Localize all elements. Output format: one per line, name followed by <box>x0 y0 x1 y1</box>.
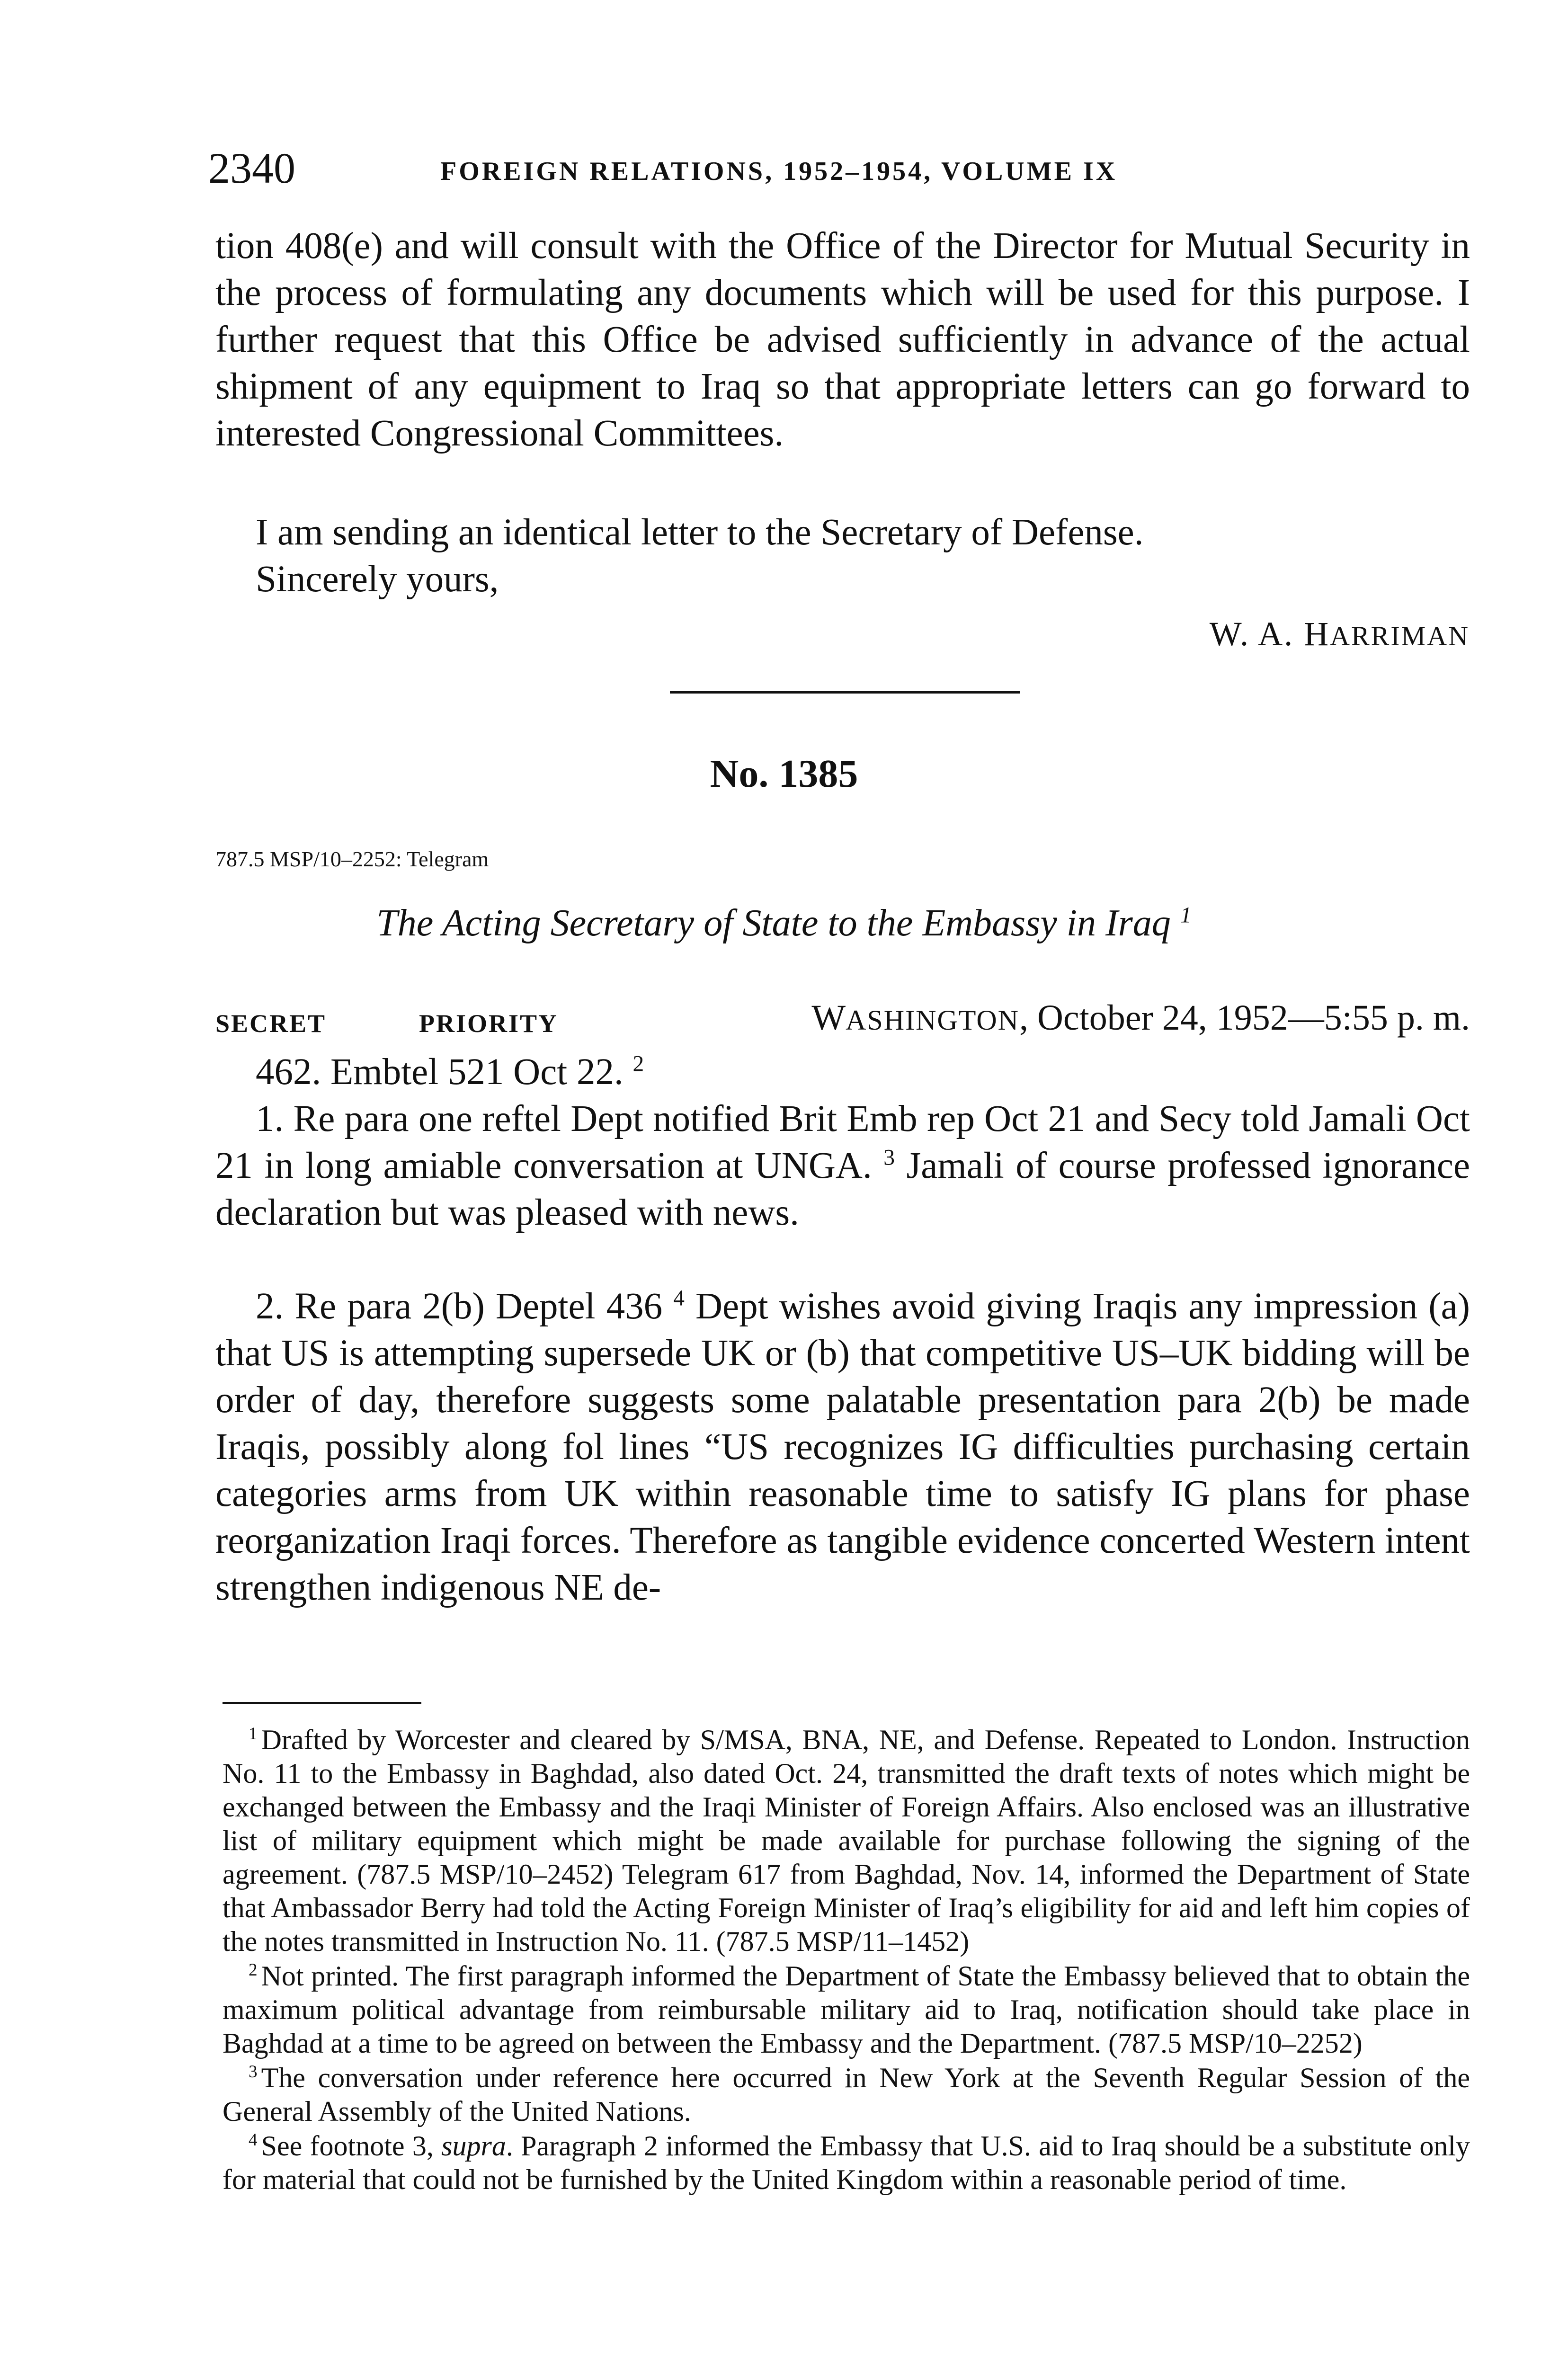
telegram-reference-text: 462. Embtel 521 Oct 22. <box>256 1051 624 1093</box>
footnote-2-text: Not printed. The first paragraph informed the Department of State the Embassy believed that to obtain the maximum political advantage from reimbursable military aid to Iraq, notification should take place in Baghdad at a time to be agreed on between the Embassy and the Department. (787.5 MSP/10–2252) <box>223 1960 1470 2059</box>
precedence-label: PRIORITY <box>419 1009 559 1038</box>
telegram-paragraph-2 <box>215 1283 1470 1611</box>
footnote-4-text-after: . Paragraph 2 informed the Embassy that U.S. aid to Iraq should be a substitute only for material that could not be furnished by the United Kingdom within a reasonable period of time. <box>223 2130 1470 2195</box>
footnote-ref-4: 4 <box>673 1286 685 1311</box>
document-title-text: The Acting Secretary of State to the Embassy in Iraq <box>376 902 1171 944</box>
document-title <box>0 897 1568 949</box>
footnote-2-number: 2 <box>249 1960 258 1980</box>
running-head <box>208 142 1487 194</box>
footnote-1-number: 1 <box>249 1724 258 1744</box>
paragraph-1-continuation: Jamali of course professed ignorance declaration but was pleased with news. <box>215 1145 1470 1233</box>
footnote-1 <box>223 1723 1470 1958</box>
document-number: No. 1385 <box>710 752 858 796</box>
footnote-ref-3: 3 <box>883 1145 895 1170</box>
paragraph-2-text: Dept wishes avoid giving Iraqis any impression (a) that US is attempting supersede UK or (b) that competitive US–UK bidding will be order of day, therefore suggests some palatable presentation para 2(b) be made Iraqis, possibly along fol lines “US recognizes IG difficulties purchasing certain categories arms from UK within reasonable time to satisfy IG plans for phase reorganization Iraqi forces. Therefore as tangible evidence concerted Western intent strengthen indigenous NE de- <box>215 1286 1470 1608</box>
telegram-paragraph-1 <box>215 1095 1470 1236</box>
signature-surname: ARRIMAN <box>1330 621 1470 651</box>
paragraph-1-text: 1. Re para one reftel Dept notified Brit Emb rep Oct 21 and Secy told Jamali Oct 21 in long amiable conversation at UNGA. <box>215 1098 1470 1186</box>
footnotes <box>223 1723 1470 2198</box>
paragraph-2-start: 2. Re para 2(b) Deptel 436 <box>256 1286 663 1327</box>
footnote-3-text: The conversation under reference here occurred in New York at the Seventh Regular Session of the General Assembly of the United Nations. <box>223 2062 1470 2127</box>
signature <box>1210 611 1470 659</box>
signature-initials: W. A. H <box>1209 615 1330 653</box>
running-title: FOREIGN RELATIONS, 1952–1954, VOLUME IX <box>440 157 1118 186</box>
dateline <box>215 994 1470 1041</box>
footnote-1-text: Drafted by Worcester and cleared by S/MSA, BNA, NE, and Defense. Repeated to London. Instruction No. 11 to the Embassy in Baghdad, also dated Oct. 24, transmitted the draft texts of notes which might be exchanged between the Embassy and the Iraqi Minister of Foreign Affairs. Also enclosed was an illustrative list of military equipment which might be made available for purchase following the signing of the agreement. (787.5 MSP/10–2452) Telegram 617 from Baghdad, Nov. 14, informed the Department of State that Ambassador Berry had told the Acting Foreign Minister of Iraq’s eligibility for aid and left him copies of the notes transmitted in Instruction No. 11. (787.5 MSP/11–1452) <box>223 1724 1470 1957</box>
footnote-ref-2: 2 <box>633 1051 644 1077</box>
footnote-2 <box>223 1959 1470 2060</box>
telegram-reference-line <box>215 1049 1470 1095</box>
telegram-date: , October 24, 1952—5:55 p. m. <box>1019 998 1470 1038</box>
section-divider <box>670 691 1020 694</box>
origin-initial: W <box>811 998 846 1038</box>
identical-letter-line: I am sending an identical letter to the Secretary of Defense. <box>256 512 1144 553</box>
footnote-ref-1: 1 <box>1180 902 1192 928</box>
footnote-3 <box>223 2061 1470 2128</box>
origin-city: ASHINGTON <box>846 1005 1019 1036</box>
footnote-3-number: 3 <box>249 2062 258 2082</box>
footnote-4-number: 4 <box>249 2130 258 2150</box>
footnote-divider <box>223 1702 421 1704</box>
file-reference: 787.5 MSP/10–2252: Telegram <box>215 847 489 871</box>
classification-label: SECRET <box>215 1009 327 1038</box>
footnote-4 <box>223 2129 1470 2197</box>
footnote-4-supra: supra <box>441 2130 506 2162</box>
continued-paragraph: tion 408(e) and will consult with the Office of the Director for Mutual Security in the process of formulating any documents which will be used for this purpose. I further request that this Office be advised sufficiently in advance of the actual shipment of any equipment to Iraq so that appropriate letters can go forward to interested Congressional Committees. <box>215 225 1470 454</box>
origin-and-date <box>811 994 1470 1044</box>
page-number: 2340 <box>208 144 295 192</box>
valediction: Sincerely yours, <box>256 559 499 600</box>
footnote-4-text-before: See footnote 3, <box>261 2130 442 2162</box>
